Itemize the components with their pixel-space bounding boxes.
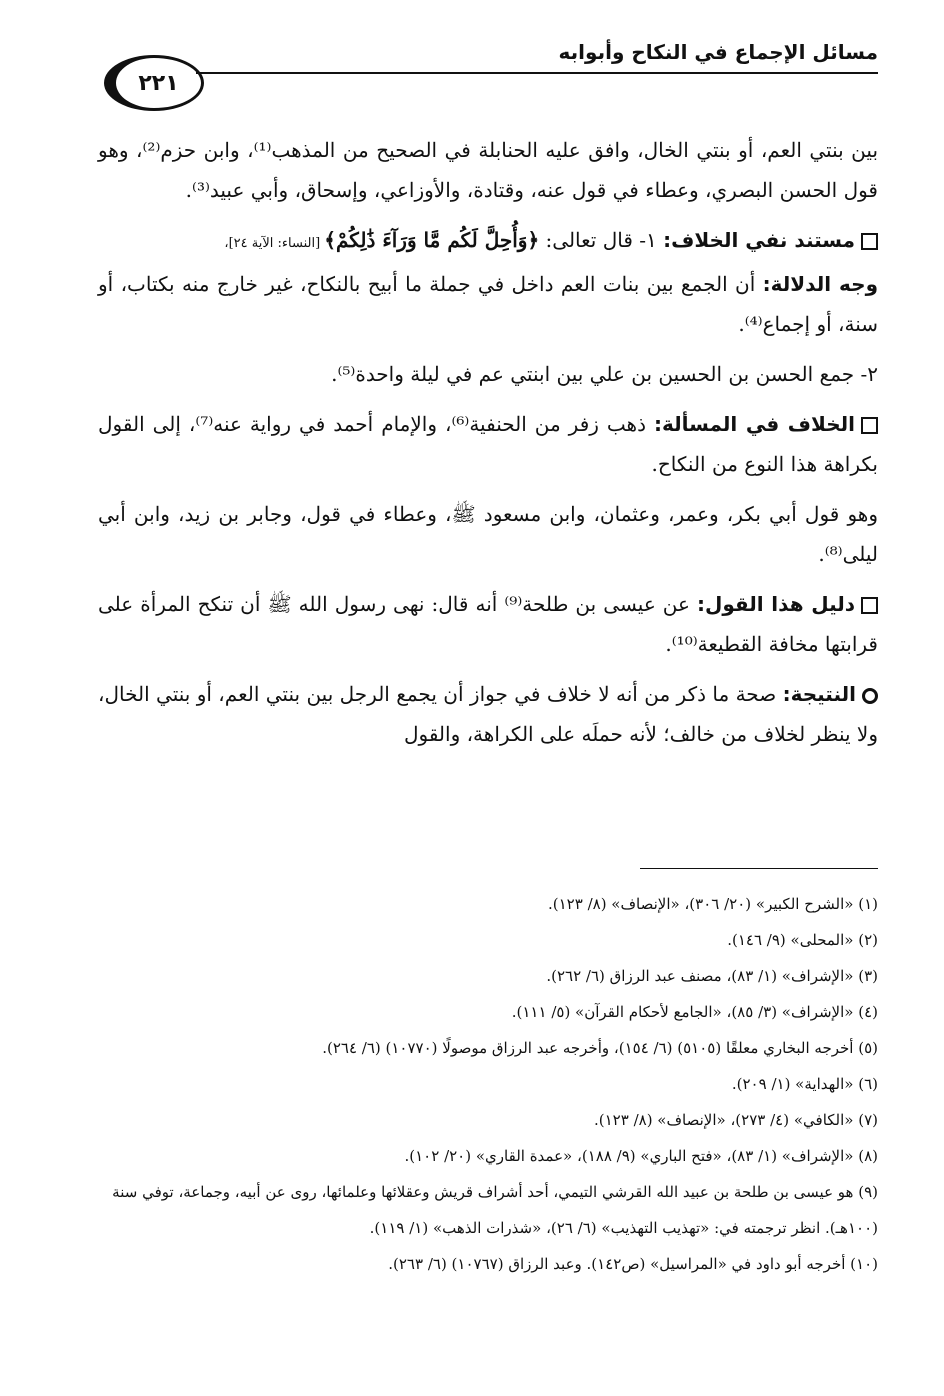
evidence-label: مستند نفي الخلاف: [663,228,855,252]
square-bullet-icon [861,597,878,614]
footnote-9: (٩) هو عيسى بن طلحة بن عبيد الله القرشي التيمي، أحد أشراف قريش وعقلائها وعلمائها، روى عن أبيه، وجماعة، توفي سنة (١٠٠هـ). انظر ترجمته في: «تهذيب التهذيب» (٦/ ٢٦)، «شذرات الذهب» (١/ ١١٩). [112,1183,878,1237]
page-number: ٢٢١ [104,55,204,111]
paragraph-disagreement [98,404,878,484]
disagreement-label: الخلاف في المسألة: [654,412,855,436]
disagreement-text: ذهب زفر من الحنفية⁽⁶⁾، والإمام أحمد في رواية عنه⁽⁷⁾، إلى القول بكراهة هذا النوع من النكاح. [98,412,878,476]
paragraph-evidence [98,220,878,344]
footnotes [88,886,878,1282]
proof-label: دليل هذا القول: [697,592,856,616]
square-bullet-icon [861,417,878,434]
circle-bullet-icon [862,688,878,704]
footnote-3: (٣) «الإشراف» (١/ ٨٣)، مصنف عبد الرزاق (٦/ ٢٦٢). [546,967,878,985]
quran-reference: [النساء: الآية ٢٤]، [224,236,325,251]
result-label: النتيجة: [782,682,856,706]
footnote-5: (٥) أخرجه البخاري معلقًا (٥١٠٥) (٦/ ١٥٤)، وأخرجه عبد الرزاق موصولًا (١٠٧٧٠) (٦/ ٢٦٤). [322,1039,878,1057]
footnote-7: (٧) «الكافي» (٤/ ٢٧٣)، «الإنصاف» (٨/ ١٢٣). [594,1111,878,1129]
footnote-2: (٢) «المحلى» (٩/ ١٤٦). [727,931,878,949]
paragraph-result [98,674,878,754]
footnote-10: (١٠) أخرجه أبو داود في «المراسيل» (ص١٤٢). وعبد الرزاق (١٠٧٦٧) (٦/ ٢٦٣). [388,1255,878,1273]
proof-text: عن عيسى بن طلحة⁽⁹⁾ أنه قال: نهى رسول الله ﷺ أن تنكح المرأة على قرابتها مخافة القطيعة⁽¹⁰⁾. [98,592,878,656]
paragraph-5: وهو قول أبي بكر، وعمر، وعثمان، وابن مسعود ﷺ، وعطاء في قول، وجابر بن زيد، وابن أبي ليلى⁽⁸⁾. [98,502,878,566]
main-text [98,130,878,764]
footnote-4: (٤) «الإشراف» (٣/ ٨٥)، «الجامع لأحكام القرآن» (٥/ ١١١). [511,1003,878,1021]
footnote-8: (٨) «الإشراف» (١/ ٨٣)، «فتح الباري» (٩/ ١٨٨)، «عمدة القاري» (٢٠/ ١٠٢). [404,1147,878,1165]
result-text: صحة ما ذكر من أنه لا خلاف في جواز أن يجمع الرجل بين بنتي العم، أو بنتي الخال، ولا ينظر لخلاف من خالف؛ لأنه حملَه على الكراهة، والقول [98,682,878,746]
footnote-1: (١) «الشرح الكبير» (٢٠/ ٣٠٦)، «الإنصاف» (٨/ ١٢٣). [548,895,878,913]
paragraph-1: بين بنتي العم، أو بنتي الخال، وافق عليه الحنابلة في الصحيح من المذهب⁽¹⁾، وابن حزم⁽²⁾، وهو قول الحسن البصري، وعطاء في قول عنه، وقتادة، والأوزاعي، وإسحاق، وأبي عبيد⁽³⁾. [98,138,879,202]
running-header-title: مسائل الإجماع في النكاح وأبوابه [558,40,878,64]
footnote-6: (٦) «الهداية» (١/ ٢٠٩). [731,1075,878,1093]
footnote-separator [640,868,878,869]
square-bullet-icon [861,233,878,250]
paragraph-proof [98,584,878,664]
paragraph-3: ٢- جمع الحسن بن الحسين بن علي بين ابنتي عم في ليلة واحدة⁽⁵⁾. [331,362,878,386]
indication-label: وجه الدلالة: [762,272,878,296]
indication-text: أن الجمع بين بنات العم داخل في جملة ما أبيح بالنكاح، غير خارج منه بكتاب، أو سنة، أو إجماع⁽⁴⁾. [98,272,878,336]
evidence-intro: ١- قال تعالى: [539,228,664,252]
header-rule [196,72,878,74]
quran-verse: ﴿وَأُحِلَّ لَكُم مَّا وَرَآءَ ذَٰلِكُمْ﴾ [324,228,540,252]
